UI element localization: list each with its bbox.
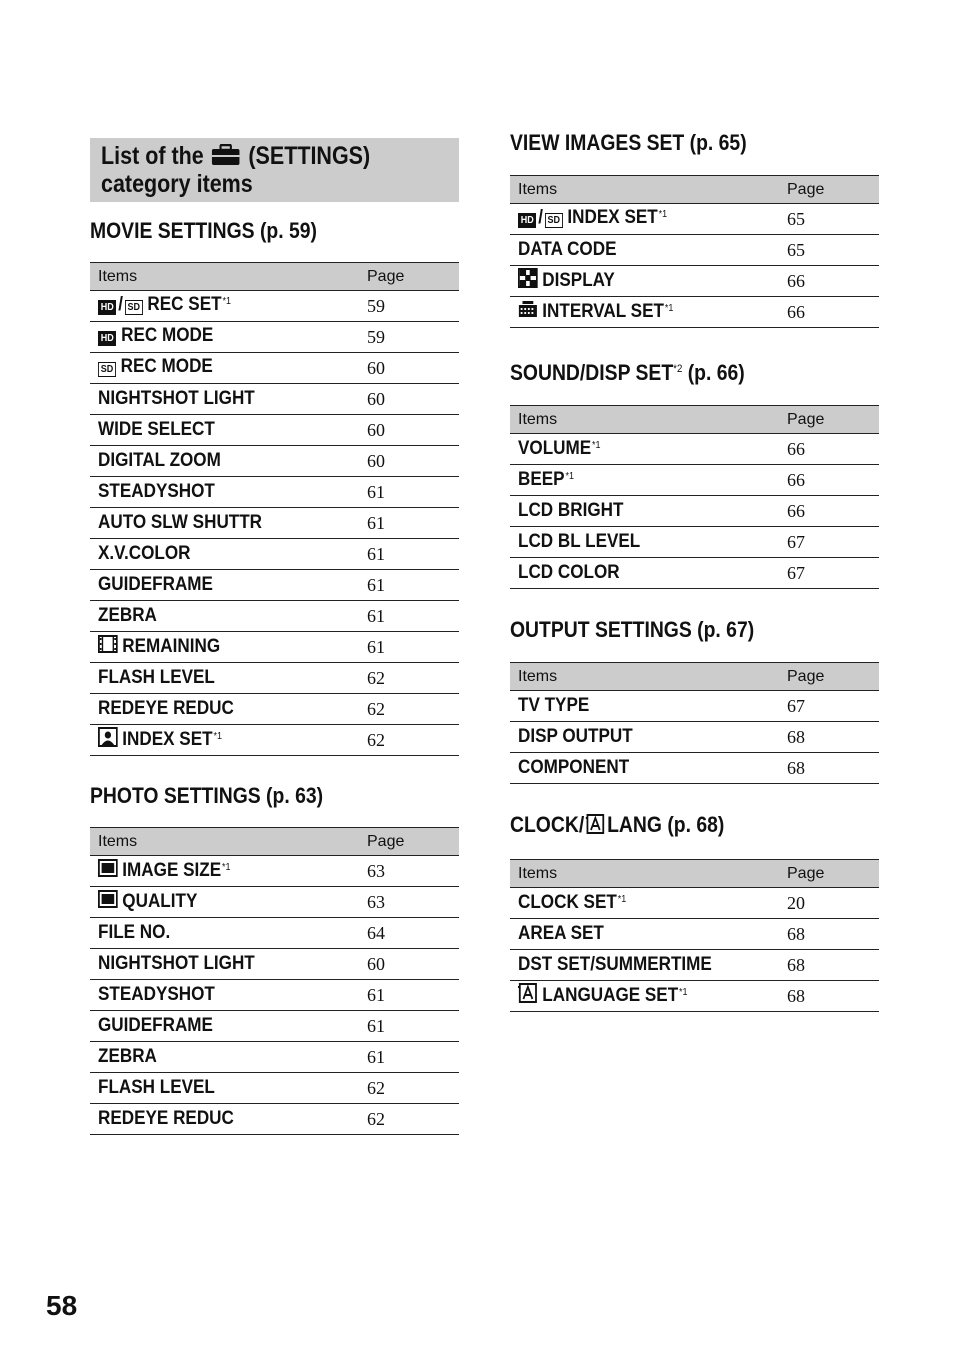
category-title-box: [90, 138, 459, 202]
display-icon: [518, 268, 538, 294]
item-label: LCD BL LEVEL: [518, 531, 641, 552]
sound-disp-table: [510, 405, 879, 589]
item-label: GUIDEFRAME: [98, 1015, 213, 1036]
item-page: 68: [779, 981, 879, 1012]
item-label: FLASH LEVEL: [98, 1077, 215, 1098]
table-row: [90, 601, 459, 632]
face-icon: [98, 727, 118, 753]
item-page: 65: [779, 204, 879, 235]
item-name: [510, 981, 779, 1012]
table-row: [510, 527, 879, 558]
category-title-line2: category items: [101, 170, 253, 198]
item-label: FLASH LEVEL: [98, 667, 215, 688]
items-header: Items: [90, 263, 359, 291]
item-page: 20: [779, 888, 879, 919]
sound-disp-title: [510, 354, 879, 388]
view-images-title-text: VIEW IMAGES SET (p. 65): [510, 130, 747, 155]
item-name: [90, 601, 359, 632]
item-label: CLOCK SET: [518, 892, 617, 913]
item-label: INDEX SET: [122, 729, 213, 750]
item-label: REDEYE REDUC: [98, 1108, 234, 1129]
item-page: 61: [359, 477, 459, 508]
item-name: [90, 887, 359, 918]
table-row: [90, 694, 459, 725]
item-page: 61: [359, 980, 459, 1011]
item-page: 61: [359, 632, 459, 663]
item-label: FILE NO.: [98, 922, 171, 943]
item-name: [510, 691, 779, 722]
item-name: [90, 1073, 359, 1104]
item-name: [90, 353, 359, 384]
table-header-row: [510, 176, 879, 204]
page-header: Page: [779, 663, 879, 691]
sound-title-post: (p. 66): [687, 360, 745, 385]
item-name: [90, 918, 359, 949]
item-label: DST SET/SUMMERTIME: [518, 954, 712, 975]
item-page: 67: [779, 558, 879, 589]
language-icon: [518, 983, 538, 1009]
icon-separator: /: [538, 207, 543, 228]
item-page: 59: [359, 322, 459, 353]
item-page: 62: [359, 694, 459, 725]
table-row: [90, 291, 459, 322]
footnote-marker: *1: [592, 440, 601, 451]
items-header: Items: [510, 406, 779, 434]
item-page: 66: [779, 496, 879, 527]
language-icon: [584, 812, 607, 837]
footnote-marker: *1: [617, 894, 627, 905]
item-page: 65: [779, 235, 879, 266]
item-label: DISP OUTPUT: [518, 726, 633, 747]
table-row: [510, 919, 879, 950]
table-row: [510, 753, 879, 784]
item-name: [90, 508, 359, 539]
item-label: COMPONENT: [518, 757, 630, 778]
item-page: 61: [359, 601, 459, 632]
output-settings-title: [510, 615, 879, 645]
item-label: LANGUAGE SET: [542, 985, 679, 1006]
items-header: Items: [90, 828, 359, 856]
item-page: 68: [779, 950, 879, 981]
title-prefix: List of the: [101, 142, 204, 170]
item-page: 67: [779, 527, 879, 558]
table-header-row: [510, 663, 879, 691]
item-page: 66: [779, 434, 879, 465]
table-row: [510, 204, 879, 235]
left-column: [90, 138, 459, 1135]
item-label: NIGHTSHOT LIGHT: [98, 953, 255, 974]
item-page: 63: [359, 856, 459, 887]
items-header: Items: [510, 663, 779, 691]
item-name: [90, 1011, 359, 1042]
table-row: [510, 722, 879, 753]
clock-title-pre: CLOCK/: [510, 812, 585, 837]
hd-icon: HD: [98, 296, 116, 318]
clock-lang-table: [510, 859, 879, 1012]
item-label: REC MODE: [121, 325, 214, 346]
item-label: IMAGE SIZE: [122, 860, 222, 881]
item-page: 62: [359, 725, 459, 756]
item-name: [90, 632, 359, 663]
item-page: 62: [359, 663, 459, 694]
table-row: [510, 950, 879, 981]
clock-lang-title: [510, 810, 879, 842]
hd-icon: HD: [518, 209, 536, 231]
item-label: DISPLAY: [542, 270, 615, 291]
page-number: 58: [46, 1290, 78, 1321]
movie-settings-table: [90, 262, 459, 756]
item-label: ZEBRA: [98, 1046, 157, 1067]
item-label: REC SET: [147, 294, 222, 315]
item-label: LCD BRIGHT: [518, 500, 624, 521]
table-row: [90, 918, 459, 949]
table-row: [90, 570, 459, 601]
table-row: [90, 632, 459, 663]
item-name: [510, 297, 779, 328]
table-row: [90, 353, 459, 384]
table-row: [90, 446, 459, 477]
item-page: 63: [359, 887, 459, 918]
item-label: DIGITAL ZOOM: [98, 450, 221, 471]
item-page: 62: [359, 1073, 459, 1104]
film-icon: [98, 634, 118, 660]
page-header: Page: [359, 263, 459, 291]
page-header: Page: [359, 828, 459, 856]
item-name: [510, 465, 779, 496]
table-row: [90, 1011, 459, 1042]
table-row: [90, 508, 459, 539]
item-name: [90, 694, 359, 725]
footnote-marker: *1: [222, 296, 231, 307]
clock-title-post: LANG (p. 68): [607, 812, 725, 837]
item-name: [90, 856, 359, 887]
footnote-marker: *1: [222, 862, 231, 873]
language-icon: [586, 812, 605, 842]
item-name: [510, 266, 779, 297]
movie-settings-title: [90, 216, 459, 246]
item-page: 59: [359, 291, 459, 322]
table-row: [90, 477, 459, 508]
item-page: 60: [359, 384, 459, 415]
item-label: ZEBRA: [98, 605, 157, 626]
page-header: Page: [779, 860, 879, 888]
sd-icon: SD: [98, 358, 116, 380]
table-row: [510, 297, 879, 328]
table-row: [90, 887, 459, 918]
item-name: [510, 888, 779, 919]
item-page: 61: [359, 1042, 459, 1073]
item-name: [90, 949, 359, 980]
item-label: REDEYE REDUC: [98, 698, 234, 719]
item-name: [510, 950, 779, 981]
item-page: 64: [359, 918, 459, 949]
photo-settings-title-text: PHOTO SETTINGS (p. 63): [90, 783, 324, 808]
photo-settings-table: [90, 827, 459, 1135]
item-name: [510, 235, 779, 266]
view-images-title: [510, 128, 879, 158]
item-page: 66: [779, 465, 879, 496]
item-page: 60: [359, 949, 459, 980]
image-icon: [98, 889, 118, 915]
item-label: STEADYSHOT: [98, 481, 215, 502]
table-row: [510, 266, 879, 297]
table-row: [510, 558, 879, 589]
table-row: [90, 322, 459, 353]
title-suffix: (SETTINGS): [248, 142, 371, 170]
item-name: [90, 322, 359, 353]
table-row: [90, 539, 459, 570]
table-row: [510, 981, 879, 1012]
item-name: [510, 527, 779, 558]
item-page: 62: [359, 1104, 459, 1135]
footnote-marker: *1: [213, 731, 222, 742]
item-page: 61: [359, 570, 459, 601]
item-name: [90, 291, 359, 322]
item-name: [90, 570, 359, 601]
item-name: [510, 753, 779, 784]
sd-icon: SD: [125, 296, 143, 318]
interval-icon: [518, 299, 538, 325]
item-label: WIDE SELECT: [98, 419, 215, 440]
item-name: [90, 415, 359, 446]
item-page: 60: [359, 446, 459, 477]
sd-icon: SD: [545, 209, 563, 231]
item-label: LCD COLOR: [518, 562, 620, 583]
item-name: [90, 1104, 359, 1135]
item-name: [90, 1042, 359, 1073]
item-name: [90, 663, 359, 694]
image-icon: [98, 858, 118, 884]
item-label: DATA CODE: [518, 239, 617, 260]
item-label: QUALITY: [122, 891, 198, 912]
table-row: [510, 235, 879, 266]
item-page: 68: [779, 722, 879, 753]
table-row: [90, 415, 459, 446]
page-header: Page: [779, 176, 879, 204]
page-header: Page: [779, 406, 879, 434]
item-page: 66: [779, 297, 879, 328]
item-name: [90, 477, 359, 508]
table-row: [90, 1104, 459, 1135]
table-row: [510, 888, 879, 919]
item-label: STEADYSHOT: [98, 984, 215, 1005]
items-header: Items: [510, 860, 779, 888]
table-header-row: [510, 860, 879, 888]
item-name: [510, 204, 779, 235]
table-row: [510, 496, 879, 527]
table-header-row: [90, 263, 459, 291]
table-row: [90, 949, 459, 980]
view-images-table: [510, 175, 879, 328]
item-label: REMAINING: [122, 636, 221, 657]
item-label: BEEP: [518, 469, 565, 490]
item-label: VOLUME: [518, 438, 592, 459]
footnote-marker: *1: [664, 303, 674, 314]
table-row: [510, 691, 879, 722]
footnote-marker: *1: [679, 987, 688, 998]
item-label: AREA SET: [518, 923, 604, 944]
output-settings-title-text: OUTPUT SETTINGS (p. 67): [510, 617, 755, 642]
item-name: [510, 722, 779, 753]
table-row: [90, 980, 459, 1011]
item-page: 60: [359, 415, 459, 446]
item-label: GUIDEFRAME: [98, 574, 213, 595]
item-page: 61: [359, 508, 459, 539]
item-page: 66: [779, 266, 879, 297]
item-label: AUTO SLW SHUTTR: [98, 512, 263, 533]
sound-title-note: *2: [673, 363, 683, 375]
right-column: [510, 128, 879, 1012]
table-row: [90, 1073, 459, 1104]
item-label: INDEX SET: [567, 207, 658, 228]
item-page: 68: [779, 919, 879, 950]
movie-settings-title-text: MOVIE SETTINGS (p. 59): [90, 218, 317, 243]
item-label: X.V.COLOR: [98, 543, 191, 564]
table-header-row: [510, 406, 879, 434]
table-row: [90, 725, 459, 756]
item-page: 61: [359, 539, 459, 570]
items-header: Items: [510, 176, 779, 204]
footnote-marker: *1: [658, 209, 668, 220]
item-label: TV TYPE: [518, 695, 590, 716]
table-row: [510, 434, 879, 465]
item-name: [90, 725, 359, 756]
item-page: 61: [359, 1011, 459, 1042]
toolbox-icon: [211, 144, 240, 166]
table-row: [510, 465, 879, 496]
icon-separator: /: [118, 294, 123, 315]
item-name: [510, 919, 779, 950]
category-title-line1: [101, 142, 370, 170]
hd-icon: HD: [98, 327, 116, 349]
item-name: [90, 539, 359, 570]
table-row: [90, 856, 459, 887]
item-name: [510, 496, 779, 527]
photo-settings-title: [90, 781, 459, 811]
item-name: [90, 384, 359, 415]
item-name: [510, 434, 779, 465]
sound-title-pre: SOUND/DISP SET: [510, 360, 674, 385]
table-header-row: [90, 828, 459, 856]
table-row: [90, 1042, 459, 1073]
item-label: NIGHTSHOT LIGHT: [98, 388, 255, 409]
table-row: [90, 663, 459, 694]
item-page: 68: [779, 753, 879, 784]
item-page: 60: [359, 353, 459, 384]
item-name: [90, 446, 359, 477]
item-page: 67: [779, 691, 879, 722]
item-label: REC MODE: [120, 356, 213, 377]
item-name: [510, 558, 779, 589]
table-row: [90, 384, 459, 415]
footnote-marker: *1: [565, 471, 574, 482]
output-settings-table: [510, 662, 879, 784]
item-label: INTERVAL SET: [542, 301, 664, 322]
item-name: [90, 980, 359, 1011]
